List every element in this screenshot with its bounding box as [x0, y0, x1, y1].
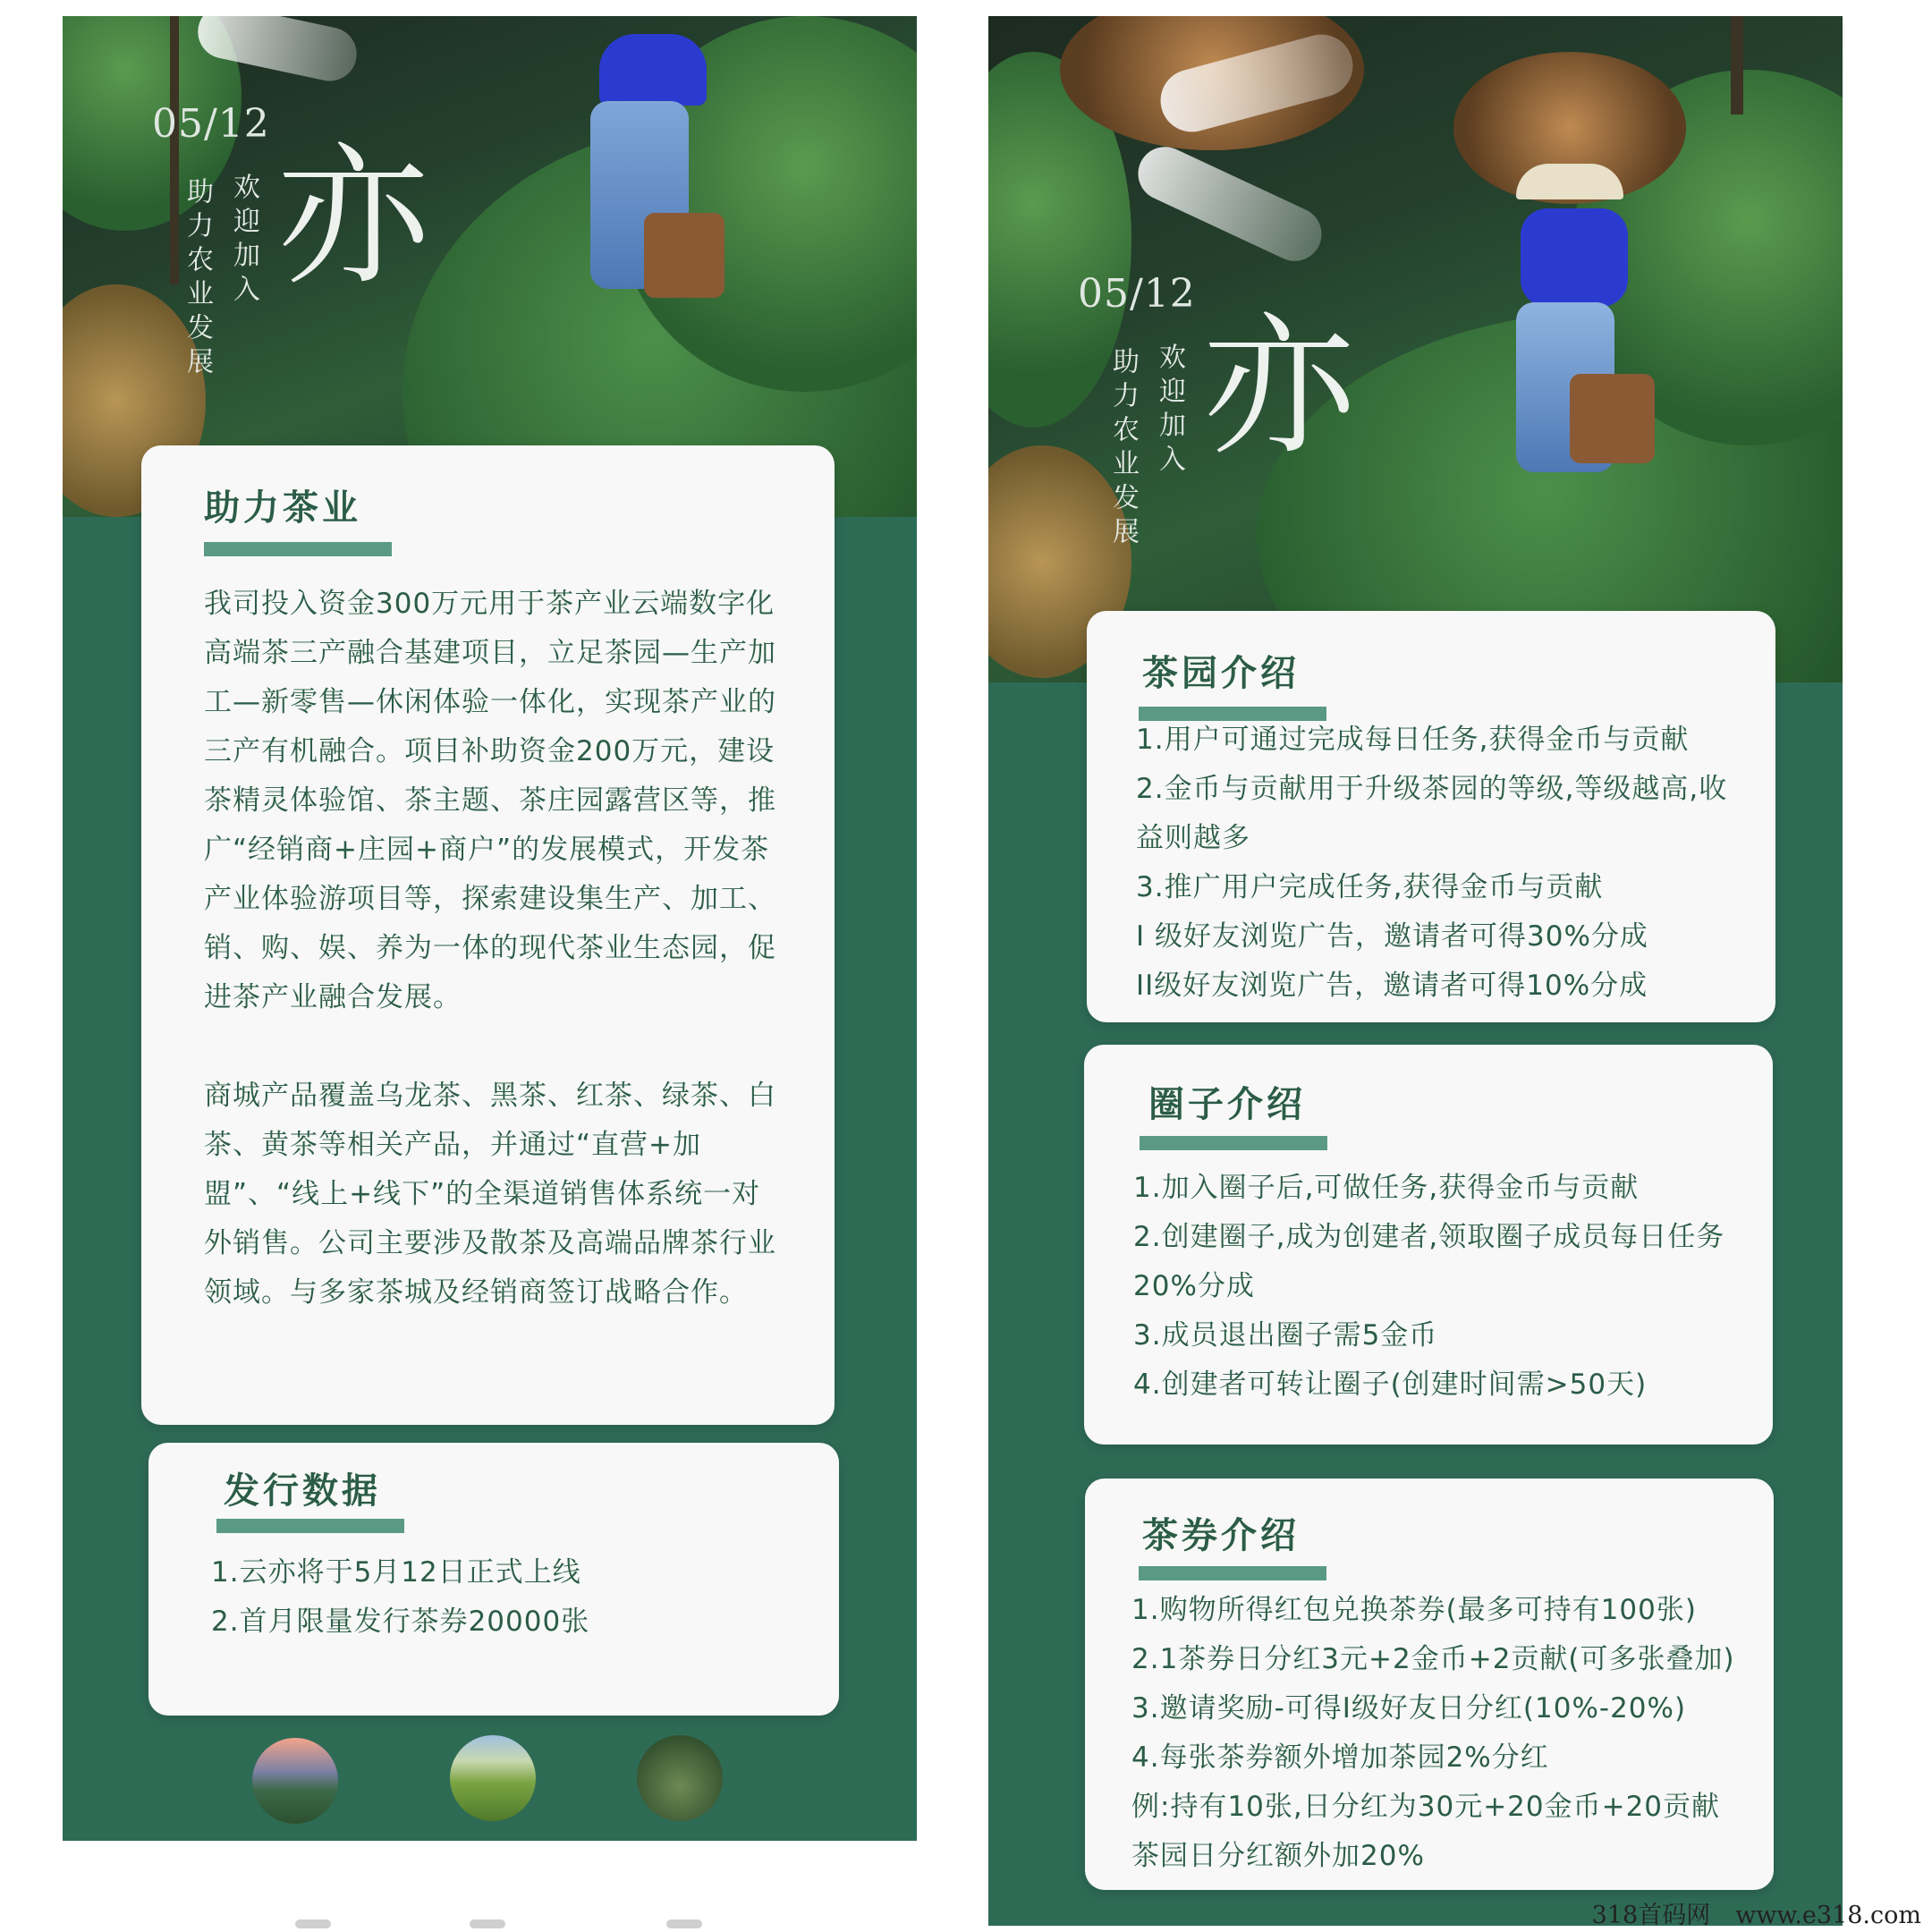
list-item: 1.加入圈子后,可做任务,获得金币与贡献	[1133, 1172, 1640, 1204]
paragraph: 商城产品覆盖乌龙茶、黑茶、红茶、绿茶、白茶、黄茶等相关产品，并通过“直营+加盟”、“线上+线下”的全渠道销售体系统一对外销售。公司主要涉及散茶及高端品牌茶行业领域。与多家茶城及经销商签订战略合作。	[204, 1080, 776, 1309]
picker-figure	[599, 34, 707, 106]
card-title: 茶券介绍	[1142, 1515, 1300, 1556]
card-body	[204, 580, 785, 1318]
watermark-site: 318首码网	[1591, 1902, 1711, 1929]
nav-home-hint[interactable]	[470, 1919, 505, 1928]
list-item: 1.购物所得红包兑换茶券(最多可持有100张)	[1131, 1594, 1697, 1626]
hero-slogan-text: 助力农业发展	[1107, 347, 1139, 551]
card-title: 圈子介绍	[1148, 1084, 1306, 1125]
straw-hat	[1516, 164, 1623, 199]
title-underline	[1140, 1136, 1327, 1150]
hero-calligraphy: 亦	[1203, 299, 1356, 476]
picker-figure	[1521, 208, 1628, 307]
tree-trunk	[1731, 16, 1743, 114]
list-item: 1.云亦将于5月12日正式上线	[211, 1556, 581, 1589]
left-hero-image	[63, 16, 917, 517]
card-title: 助力茶业	[204, 487, 361, 529]
paragraph: 我司投入资金300万元用于茶产业云端数字化高端茶三产融合基建项目，立足茶园—生产加工—新零售—休闲体验一体化，实现茶产业的三产有机融合。项目补助资金200万元，建设茶精灵体验馆、茶主题、茶庄园露营区等，推广“经销商+庄园+商户”的发展模式，开发茶产业体验游项目等，探索建设集生产、加工、销、购、娱、养为一体的现代茶业生态园，促进茶产业融合发展。	[204, 588, 776, 1013]
list-item: 1.用户可通过完成每日任务,获得金币与贡献	[1136, 724, 1690, 756]
thumbnail-pickers[interactable]	[637, 1735, 723, 1821]
right-poster	[988, 16, 1843, 1926]
title-underline	[204, 542, 392, 556]
list-item: II级好友浏览广告，邀请者可得10%分成	[1136, 970, 1648, 1002]
basket	[1570, 374, 1655, 463]
card-tea-garden	[1087, 611, 1775, 1022]
watermark-url: www.e318.com	[1735, 1902, 1921, 1929]
list-item: 2.金币与贡献用于升级茶园的等级,等级越高,收益则越多	[1136, 773, 1728, 854]
card-industry	[141, 445, 835, 1425]
watermark	[1592, 1895, 1921, 1930]
right-hero-image	[988, 16, 1843, 682]
hero-calligraphy: 亦	[277, 129, 430, 306]
nav-back-hint[interactable]	[295, 1919, 331, 1928]
hero-slogan-text: 助力农业发展	[182, 177, 213, 381]
list-item: I 级好友浏览广告，邀请者可得30%分成	[1136, 920, 1648, 953]
list-item: 4.创建者可转让圈子(创建时间需>50天)	[1133, 1368, 1648, 1401]
brush-stroke	[1130, 138, 1331, 269]
thumbnail-sunset[interactable]	[252, 1738, 338, 1824]
hero-welcome-text: 欢迎加入	[1154, 343, 1185, 479]
list-item: 2.创建圈子,成为创建者,领取圈子成员每日任务20%分成	[1133, 1221, 1725, 1302]
basket	[644, 213, 724, 298]
title-underline	[1139, 1566, 1326, 1580]
card-title: 茶园介绍	[1142, 653, 1300, 694]
list-item: 3.推广用户完成任务,获得金币与贡献	[1136, 871, 1604, 903]
list-item: 3.成员退出圈子需5金币	[1133, 1319, 1438, 1352]
card-body	[211, 1548, 819, 1647]
card-body	[1131, 1586, 1767, 1881]
hero-welcome-text: 欢迎加入	[228, 173, 259, 309]
left-poster	[63, 16, 917, 1841]
card-body	[1133, 1164, 1750, 1410]
title-underline	[216, 1519, 404, 1533]
card-circle	[1084, 1045, 1773, 1445]
list-item: 2.1茶券日分红3元+2金币+2贡献(可多张叠加)	[1131, 1643, 1735, 1675]
thumbnail-terraces[interactable]	[450, 1735, 536, 1821]
hero-date: 05/12	[152, 101, 270, 147]
list-item: 例:持有10张,日分红为30元+20金币+20贡献	[1131, 1791, 1721, 1823]
list-item: 4.每张茶券额外增加茶园2%分红	[1131, 1741, 1549, 1774]
list-item: 2.首月限量发行茶券20000张	[211, 1606, 590, 1638]
list-item: 茶园日分红额外加20%	[1131, 1840, 1425, 1872]
card-body	[1136, 716, 1753, 1011]
card-issue	[148, 1443, 839, 1716]
nav-menu-hint[interactable]	[666, 1919, 702, 1928]
card-title: 发行数据	[224, 1470, 381, 1512]
hero-date: 05/12	[1078, 271, 1196, 317]
list-item: 3.邀请奖励-可得I级好友日分红(10%-20%)	[1131, 1692, 1687, 1724]
card-coupon	[1085, 1479, 1774, 1890]
